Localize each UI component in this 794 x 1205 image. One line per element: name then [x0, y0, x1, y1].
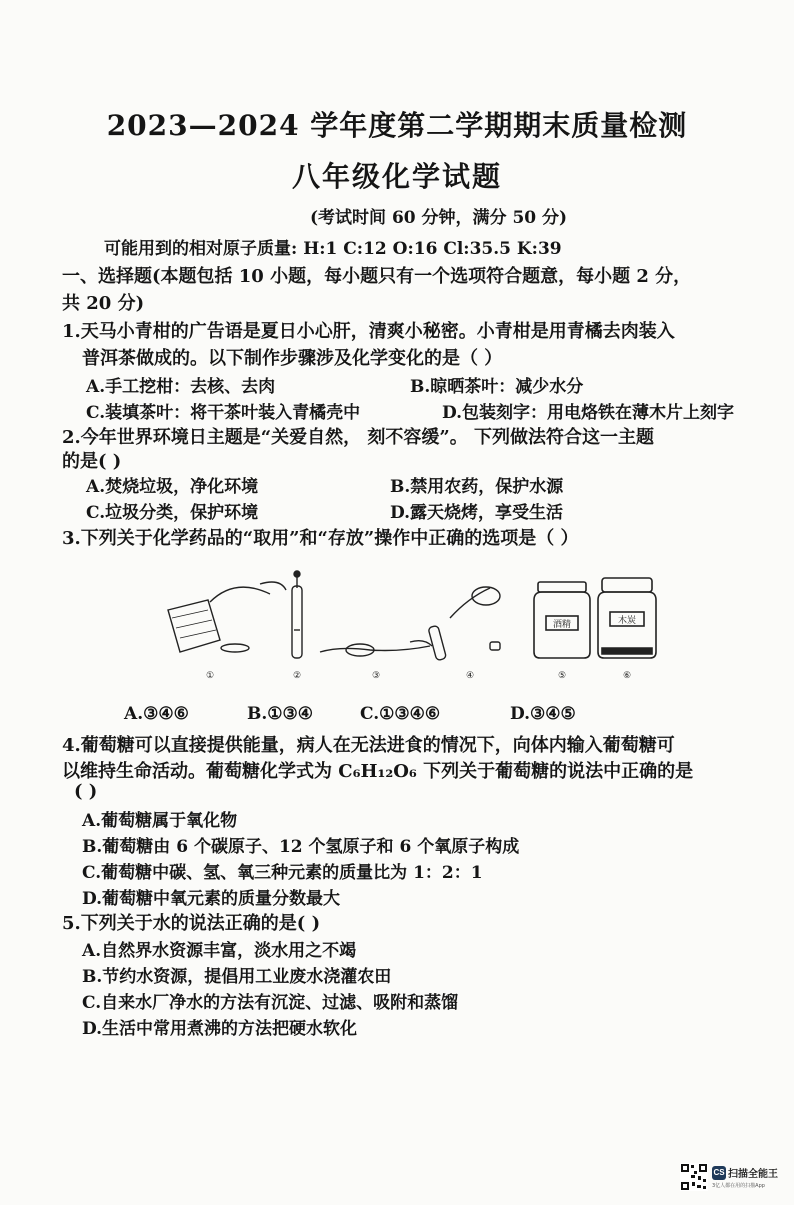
figure-4-pouring-liquid [428, 587, 500, 661]
scanner-app-name: 扫描全能王 [728, 1169, 778, 1180]
section-heading-line-1: 一、选择题(本题包括 10 小题，每小题只有一个选项符合题意，每小题 2 分， [62, 266, 692, 287]
figure-label-4: ④ [466, 671, 475, 681]
q1-option-b: B.晾晒茶叶：减少水分 [410, 377, 584, 397]
exam-timing: (考试时间 60 分钟，满分 50 分) [310, 208, 568, 228]
q5-stem: 5.下列关于水的说法正确的是( ) [62, 913, 321, 934]
q2-option-a: A.焚烧垃圾，净化环境 [86, 477, 259, 497]
q2-stem-line-1: 2.今年世界环境日主题是“关爱自然， 刻不容缓”。 下列做法符合这一主题 [62, 427, 655, 448]
section-heading-line-2: 共 20 分) [62, 293, 145, 314]
q3-option-b: B.①③④ [247, 704, 314, 724]
q4-option-c: C.葡萄糖中碳、氢、氧三种元素的质量比为 1：2：1 [82, 863, 483, 883]
q1-stem-line-1: 1.天马小青柑的广告语是夏日小心肝，清爽小秘密。小青柑是用青橘去肉装入 [62, 321, 675, 342]
figure-label-6: ⑥ [623, 671, 632, 681]
figure-label-1: ① [206, 671, 215, 681]
q3-stem: 3.下列关于化学药品的“取用”和“存放”操作中正确的选项是（ ） [62, 528, 579, 549]
atomic-mass-note: 可能用到的相对原子质量: H:1 C:12 O:16 Cl:35.5 K:39 [104, 239, 562, 259]
q5-option-b: B.节约水资源，提倡用工业废水浇灌农田 [82, 967, 392, 987]
figure-label-5: ⑤ [558, 671, 567, 681]
camscanner-badge-icon: CS [712, 1166, 726, 1180]
q5-option-a: A.自然界水资源丰富，淡水用之不竭 [82, 941, 357, 961]
q2-stem-line-2: 的是( ) [62, 451, 122, 472]
q4-stem-line-3: ( ) [74, 781, 98, 802]
figure-2-test-tube [292, 571, 302, 658]
q2-option-d: D.露天烧烤，享受生活 [390, 503, 564, 523]
scanner-tagline: 3亿人都在用的扫描App [712, 1183, 765, 1189]
q1-option-d: D.包装刻字：用电烙铁在薄木片上刻字 [442, 403, 735, 423]
scanner-watermark [680, 1163, 784, 1191]
q4-option-b: B.葡萄糖由 6 个碳原子、12 个氢原子和 6 个氧原子构成 [82, 837, 520, 857]
q3-lab-figure [150, 570, 670, 690]
q4-option-a: A.葡萄糖属于氧化物 [82, 811, 238, 831]
q2-option-b: B.禁用农药，保护水源 [390, 477, 564, 497]
qr-code-icon [680, 1163, 708, 1191]
figure-label-3: ③ [372, 671, 381, 681]
q5-option-d: D.生活中常用煮沸的方法把硬水软化 [82, 1019, 358, 1039]
q1-stem-line-2: 普洱茶做成的。以下制作步骤涉及化学变化的是（ ） [82, 348, 503, 369]
jar-label-charcoal: 木炭 [617, 616, 637, 626]
q4-option-d: D.葡萄糖中氧元素的质量分数最大 [82, 889, 341, 909]
figure-1-pouring-solid [168, 582, 286, 652]
q2-option-c: C.垃圾分类，保护环境 [86, 503, 259, 523]
q3-option-c: C.①③④⑥ [360, 704, 441, 724]
q1-option-a: A.手工挖柑：去核、去肉 [86, 377, 276, 397]
q5-option-c: C.自来水厂净水的方法有沉淀、过滤、吸附和蒸馏 [82, 993, 459, 1013]
q3-option-a: A.③④⑥ [124, 704, 189, 724]
jar-label-alcohol: 酒精 [552, 620, 572, 630]
exam-title: 2023—2024 学年度第二学期期末质量检测 [106, 109, 688, 142]
q3-option-d: D.③④⑤ [510, 704, 576, 724]
q4-stem-line-2: 以维持生命活动。葡萄糖化学式为 C₆H₁₂O₆ 下列关于葡萄糖的说法中正确的是 [62, 761, 694, 782]
figure-label-2: ② [293, 671, 302, 681]
q4-stem-line-1: 4.葡萄糖可以直接提供能量，病人在无法进食的情况下，向体内输入葡萄糖可 [62, 735, 675, 756]
figure-3-tilted-tube [320, 641, 432, 656]
exam-subtitle: 八年级化学试题 [291, 160, 502, 193]
q1-option-c: C.装填茶叶：将干茶叶装入青橘壳中 [86, 403, 361, 423]
